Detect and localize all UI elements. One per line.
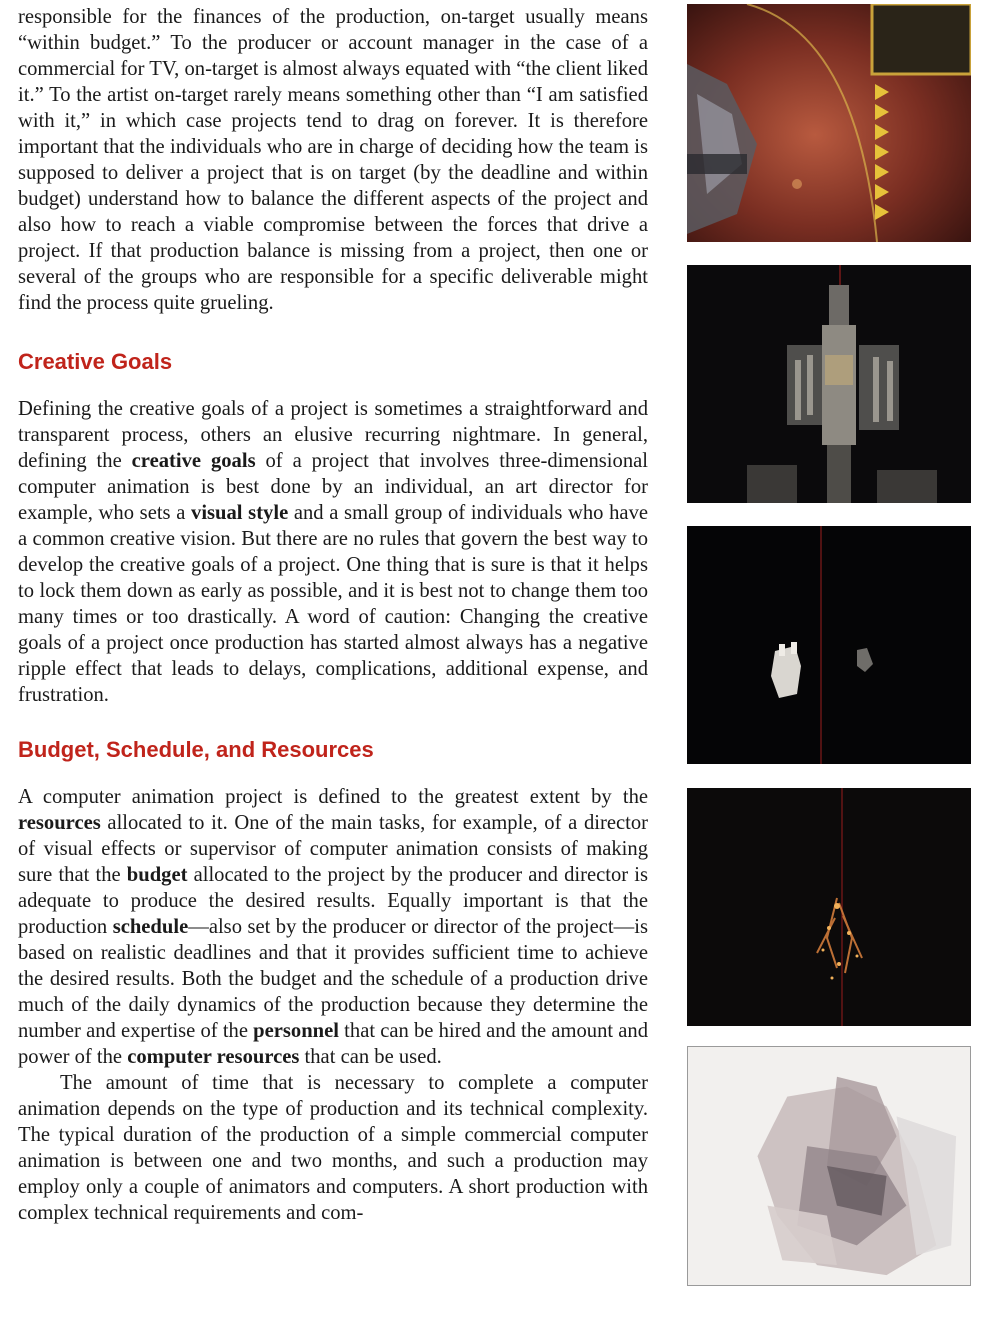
side-image-5 [687, 1046, 971, 1286]
intro-paragraph: responsible for the finances of the production, on-target usually means “within budget.” To the producer or account manager in the case of a commercial for TV, on-target is almost always equated with “the client liked it.” To the artist on-target rarely means something other than “I am satisfied with it,” in which case projects tend to drag on forever. It is therefore important that the individuals who are in charge of deciding how the team is supposed to deliver a project that is on target (by the deadline and within budget) understand how to balance the different aspects of the project and also how to reach a viable compromise between the forces that drive a project. If that production balance is missing from a project, then one or several of the groups who are responsible for a specific deliverable might find the process quite grueling. [18, 6, 648, 314]
term-visual-style: visual style [191, 502, 289, 524]
term-computer-resources: computer resources [127, 1046, 300, 1068]
term-budget: budget [126, 864, 188, 886]
side-image-1 [687, 4, 971, 242]
rendered-scene-dark-robot-figure-icon [687, 265, 971, 503]
budget-paragraph-2: The amount of time that is necessary to complete a computer animation depends on the type of production and its technical complexity. The typical duration of the production of a simple commercial computer animation is between one and two months, and such a production may employ only a couple of animators and computers. A short production with complex technical requirements and com- [18, 1072, 648, 1224]
rendered-scene-dark-small-objects-icon [687, 526, 971, 764]
rendered-scene-grey-abstract-icon [688, 1047, 970, 1285]
side-image-3 [687, 526, 971, 764]
term-creative-goals: creative goals [131, 450, 256, 472]
term-resources: resources [18, 812, 101, 834]
section-heading-creative-goals: Creative Goals [18, 349, 173, 374]
term-schedule: schedule [112, 916, 189, 938]
creative-goals-paragraph: Defining the creative goals of a project is sometimes a straightforward and transparent process, others an elusive recurring nightmare. In general, defining the creative goals of a project that involves three-dimensional computer animation is best done by an individual, an art director for example, who sets a visual style and a small group of individuals who have a common creative vision. But there are no rules that govern the best way to develop the creative goals of a project. One thing that is sure is that it helps to lock them down as early as possible, and it is best not to change them too many times or too drastically. A word of caution: Changing the creative goals of a project once production has started almost always has a negative ripple effect that leads to delays, complications, additional expense, and frustration. [18, 398, 649, 706]
term-personnel: personnel [253, 1020, 339, 1042]
budget-paragraph-1: A computer animation project is defined to the greatest extent by the resources allocated to it. One of the main tasks, for example, of a director of visual effects or supervisor of computer animation consists of making sure that the budget allocated to the project by the producer and director is adequate to produce the desired results. Equally important is that the production schedule—also set by the producer or director of the project—is based on realistic deadlines and that it provides sufficient time to achieve the desired results. Both the budget and the schedule of a production drive much of the daily dynamics of the production because they determine the number and expertise of the personnel that can be hired and the amount and power of the computer resources that can be used. [18, 786, 649, 1068]
section-heading-budget: Budget, Schedule, and Resources [18, 737, 374, 762]
rendered-scene-dark-sparks-icon [687, 788, 971, 1026]
side-image-4 [687, 788, 971, 1026]
side-image-2 [687, 265, 971, 503]
main-text-column [18, 4, 648, 1226]
rendered-scene-red-floor-robot-icon [687, 4, 971, 242]
